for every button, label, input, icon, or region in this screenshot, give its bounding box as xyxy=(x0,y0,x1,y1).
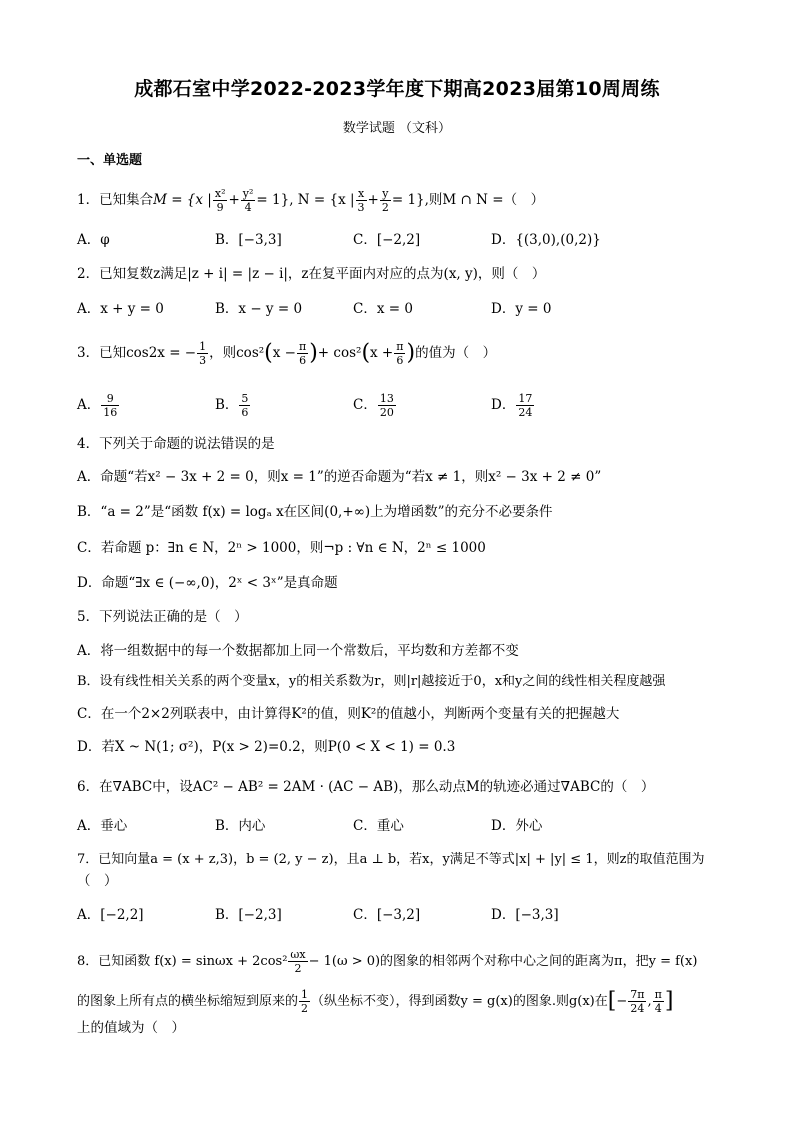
q4-option-a: A．命题“若x² − 3x + 2 = 0，则x = 1”的逆否命题为“若x ≠ 1，则x² − 3x + 2 ≠ 0” xyxy=(77,469,602,485)
question-1-stem xyxy=(77,187,544,214)
q1-frac-gy: $\frac{y}{2}$ xyxy=(381,187,389,214)
q7-option-a: A．[−2,2] xyxy=(77,907,144,923)
q8-frac-i1: $\frac{7\pi}{24}$ xyxy=(630,988,645,1015)
q7-option-b: B．[−2,3] xyxy=(215,907,282,923)
question-8-stem xyxy=(77,948,697,975)
q8-frac-i2: $\frac{\pi}{4}$ xyxy=(654,988,662,1015)
q1-set-m: M = {x | xyxy=(153,192,212,208)
q1-frac-gx: $\frac{x}{3}$ xyxy=(357,187,365,214)
q7-option-c: C．[−3,2] xyxy=(353,907,421,923)
q6-option-d: D．外心 xyxy=(491,818,543,834)
section-heading: 一、单选题 xyxy=(77,153,143,168)
q2-option-b: B．x − y = 0 xyxy=(215,301,303,317)
q1-eq1: = 1}, N = {x | xyxy=(256,192,355,208)
q3-p2: x + xyxy=(370,345,394,361)
q1-option-b: B．[−3,3] xyxy=(215,232,282,248)
q4-option-b: B．“a = 2”是“函数 f(x) = logₐ x在区间(0,+∞)上为增函数”的充分不必要条件 xyxy=(77,504,553,520)
q4-option-d: D．命题“∃x ∈ (−∞,0)，2ˣ < 3ˣ”是真命题 xyxy=(77,575,338,591)
q5-option-a: A．将一组数据中的每一个数据都加上同一个常数后，平均数和方差都不变 xyxy=(77,643,519,659)
q8-post: − 1(ω > 0)的图象的相邻两个对称中心之间的距离为π，把y = f(x) xyxy=(308,954,698,969)
question-6-stem: 6．在∇ABC中，设AC² − AB² = 2AM · (AC − AB)，那么动点M的轨迹必通过∇ABC的（ ） xyxy=(77,779,655,795)
q3-post: 的值为（ ） xyxy=(415,345,497,361)
q8-frac-half: $\frac{1}{2}$ xyxy=(301,988,309,1015)
q3-mid: ，则cos² xyxy=(209,345,265,361)
q3-option-c: C． $\frac{13}{20}$ xyxy=(353,392,394,419)
q2-option-c: C．x = 0 xyxy=(353,301,413,317)
q2-option-d: D．y = 0 xyxy=(491,301,552,317)
q2-option-a: A．x + y = 0 xyxy=(77,301,164,317)
question-5-stem: 5．下列说法正确的是（ ） xyxy=(77,609,248,625)
question-2-stem: 2．已知复数z满足|z + i| = |z − i|，z在复平面内对应的点为(x, y)，则（ ） xyxy=(77,266,546,282)
q1-plus2: + xyxy=(367,192,379,208)
q3-frac-1: $\frac{1}{3}$ xyxy=(199,340,207,367)
question-3-stem: 3．已知cos2x = − $\frac{1}{3}$ ，则cos²(x − $\frac{\pi}{6}$ )+ cos²(x + $\frac{\pi}{6}$ )的值为（ ） xyxy=(77,340,497,367)
q3-pre: 3．已知cos2x = − xyxy=(77,345,197,361)
q6-option-b: B．内心 xyxy=(215,818,266,834)
question-4-stem: 4．下列关于命题的说法错误的是 xyxy=(77,436,275,452)
question-8-line-3: 上的值域为（ ） xyxy=(77,1020,185,1036)
question-7-stem: 7．已知向量a = (x + z,3)，b = (2, y − z)，且a ⊥ b，若x，y满足不等式|x| + |y| ≤ 1，则z的取值范围为 xyxy=(77,852,705,867)
q6-option-a: A．垂心 xyxy=(77,818,128,834)
q1-option-c: C．[−2,2] xyxy=(353,232,421,248)
q1-frac-x: $\frac{\text{x²}}{9}$ xyxy=(214,187,226,214)
q1-pre: 1．已知集合 xyxy=(77,192,154,208)
q3-frac-2: $\frac{\pi}{6}$ xyxy=(298,340,307,367)
q4-option-c: C．若命题 p：∃n ∈ N，2ⁿ > 1000，则¬p : ∀n ∈ N，2ⁿ ≤ 1000 xyxy=(77,540,486,556)
q1-option-a: A．φ xyxy=(77,232,110,248)
q8-l2b: （纵坐标不变），得到函数y = g(x)的图象.则g(x)在 xyxy=(311,994,608,1009)
q1-option-d: D．{(3,0),(0,2)} xyxy=(491,232,601,248)
question-8-line-2: 的图象上所有点的横坐标缩短到原来的 $\frac{1}{2}$ （纵坐标不变），得到函数y = g(x)的图象.则g(x)在[− $\frac{7\pi}{24}$ , $\frac{\pi}{4}$ ] xyxy=(77,988,674,1015)
q3-frac-3: $\frac{\pi}{6}$ xyxy=(396,340,404,367)
q1-eq2: = 1},则M ∩ N =（ ） xyxy=(391,192,545,208)
q7-option-d: D．[−3,3] xyxy=(491,907,559,923)
q1-plus: + xyxy=(228,192,240,208)
page-subtitle: 数学试题 （文科） xyxy=(342,121,452,136)
q5-option-d: D．若X ~ N(1; σ²)，P(x > 2)=0.2，则P(0 < X < 1) = 0.3 xyxy=(77,739,456,755)
page-title: 成都石室中学2022-2023学年度下期高2023届第10周周练 xyxy=(134,78,660,100)
q1-frac-y: $\frac{\text{y²}}{4}$ xyxy=(242,187,254,214)
q8-l2a: 的图象上所有点的横坐标缩短到原来的 xyxy=(77,994,299,1009)
q5-option-c: C．在一个2×2列联表中，由计算得K²的值，则K²的值越小，判断两个变量有关的把握越大 xyxy=(77,706,620,722)
q3-option-a: A． $\frac{9}{16}$ xyxy=(77,392,118,419)
q3-option-b: B． $\frac{5}{6}$ xyxy=(215,392,249,419)
q3-mid2: + cos² xyxy=(317,345,362,361)
q3-option-d: D． $\frac{17}{24}$ xyxy=(491,392,533,419)
q8-pre: 8．已知函数 f(x) = sinωx + 2cos² xyxy=(77,954,288,969)
q5-option-b: B．设有线性相关关系的两个变量x，y的相关系数为r，则|r|越接近于0，x和y之间的线性相关程度越强 xyxy=(77,674,666,689)
q8-frac-1: $\frac{\omega x}{2}$ xyxy=(290,948,306,975)
q6-option-c: C．重心 xyxy=(353,818,404,834)
q3-p1: x − xyxy=(272,345,296,361)
question-7-stem-cont: （ ） xyxy=(77,873,118,889)
